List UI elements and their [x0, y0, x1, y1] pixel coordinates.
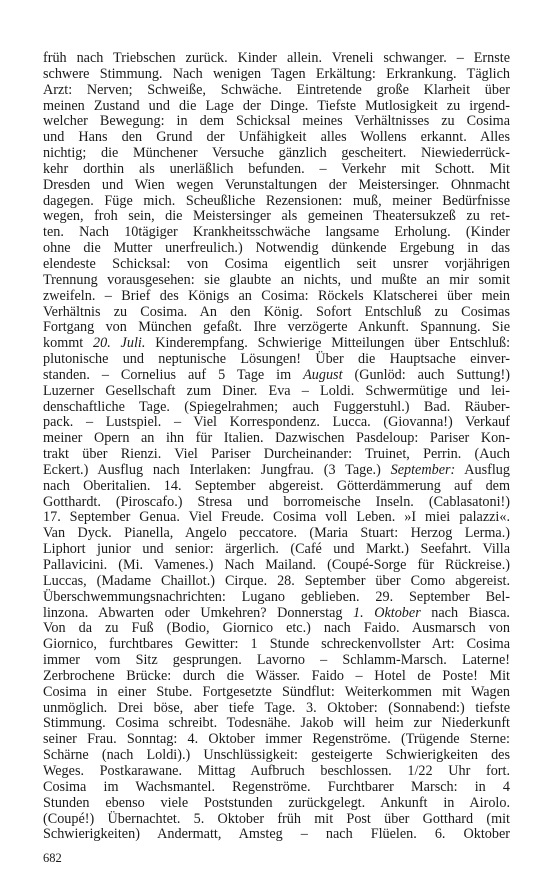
- text-segment: Stimmung. Cosima schreibt. Todesnähe. Jakob will heim zur Niederkunft: [43, 715, 510, 732]
- text-line: [43, 558, 510, 574]
- text-segment: Trennung vorausgesehen: sie glaubte an nichts, und mußte an mir somit: [43, 271, 510, 288]
- text-line: [43, 178, 510, 194]
- text-line: [43, 812, 510, 828]
- text-line: [43, 400, 510, 416]
- text-line: [43, 621, 510, 637]
- text-line: [43, 526, 510, 542]
- text-line: [43, 463, 510, 479]
- text-segment: Luccas, (Madame Chaillot.) Cirque. 28. September über Como abgereist.: [43, 572, 510, 589]
- text-line: [43, 764, 510, 780]
- italic-text: 20. Juli.: [93, 335, 146, 352]
- text-segment: elendeste Schicksal: von Cosima eigentlich seit unsrer vorjährigen: [43, 255, 510, 272]
- text-line: [43, 336, 510, 352]
- text-line: [43, 669, 510, 685]
- text-segment: Schärne (nach Loldi).) Unschlüssigkeit: gesteigerte Schwierigkeiten des: [43, 747, 510, 764]
- text-segment: ohne die Mutter unerfreulich.) Notwendig dünkende Ergebung in das: [43, 240, 510, 257]
- text-segment: ten. Nach 10tägiger Krankheitsschwäche langsame Erholung. (Kinder: [43, 224, 510, 241]
- text-line: [43, 305, 510, 321]
- text-segment: Luzerner Gesellschaft zum Diner. Eva – Loldi. Schwermütige und lei-: [43, 382, 510, 399]
- text-segment: Cosima in einer Stube. Fortgesetzte Sündflut: Weiterkommen mit Wagen: [43, 683, 510, 700]
- text-line: [43, 130, 510, 146]
- text-segment: und Hans den Grund der Unfähigkeit alles Wollens erkannt. Alles: [43, 129, 510, 146]
- text-line: [43, 716, 510, 732]
- text-segment: seiner Frau. Sonntag: 4. Oktober immer Regenströme. (Trügende Sterne:: [43, 731, 510, 748]
- text-line: [43, 447, 510, 463]
- text-segment: unmöglich. Drei böse, aber tiefe Tage. 3. Oktober: (Sonnabend:) tiefste: [43, 699, 510, 716]
- text-segment: plutonische und neptunische Lösungen! Über die Hauptsache einver-: [43, 351, 510, 368]
- italic-text: September:: [390, 461, 456, 478]
- text-segment: pack. – Lustspiel. – Viel Korrespondenz. Lucca. (Giovanna!) Verkauf: [43, 414, 510, 431]
- text-segment: trakt über Rienzi. Viel Pariser Durcheinander: Truinet, Perrin. (Auch: [43, 446, 510, 463]
- text-line: [43, 748, 510, 764]
- text-segment: Schwierigkeiten) Andermatt, Amsteg – nach Flüelen. 6. Oktober: [43, 826, 510, 843]
- text-segment: 17. September Genua. Viel Freude. Cosima voll Leben. »I miei palazzi«.: [43, 509, 510, 526]
- text-segment: nichtig; die Münchener Versuche gänzlich gescheitert. Niewiederrück-: [43, 145, 510, 162]
- text-segment: Van Dyck. Pianella, Angelo peccatore. (Maria Stuart: Herzog Lerma.): [43, 525, 510, 542]
- text-segment: nach Biasca.: [420, 604, 510, 621]
- text-line: [43, 114, 510, 130]
- text-line: [43, 83, 510, 99]
- text-segment: Fortgang von München gefaßt. Ihre verzögerte Ankunft. Spannung. Sie: [43, 319, 510, 336]
- italic-text: 1. Oktober: [353, 604, 421, 621]
- text-line: [43, 289, 510, 305]
- text-line: [43, 653, 510, 669]
- text-line: [43, 542, 510, 558]
- text-line: [43, 796, 510, 812]
- text-segment: Dresden und Wien wegen Verunstaltungen der Meistersinger. Ohnmacht: [43, 176, 510, 193]
- text-line: [43, 320, 510, 336]
- text-segment: linzona. Abwarten oder Umkehren? Donnerstag: [43, 604, 354, 621]
- text-line: [43, 685, 510, 701]
- text-segment: kommt: [43, 335, 94, 352]
- text-line: [43, 209, 510, 225]
- text-line: [43, 495, 510, 511]
- text-line: [43, 637, 510, 653]
- text-segment: schwere Stimmung. Nach wenigen Tagen Erkältung: Erkrankung. Täglich: [43, 65, 510, 82]
- text-line: [43, 146, 510, 162]
- text-line: [43, 732, 510, 748]
- text-segment: denschaftliche Tage. (Spiegelrahmen; auch Fuggerstuhl.) Bad. Räuber-: [43, 398, 510, 415]
- text-segment: Cosima im Wachsmantel. Regenströme. Furchtbarer Marsch: in 4: [43, 778, 510, 795]
- text-segment: Eckert.) Ausflug nach Interlaken: Jungfrau. (3 Tage.): [43, 461, 391, 478]
- text-segment: Überschwemmungsnachrichten: Lugano geblieben. 29. September Bel-: [43, 588, 510, 605]
- text-line: [43, 241, 510, 257]
- text-line: [43, 368, 510, 384]
- text-segment: (Coupé!) Übernachtet. 5. Oktober früh mit Post über Gotthard (mit: [43, 810, 510, 827]
- text-segment: Zerbrochene Brücke: durch die Wässer. Faido – Hotel de Poste! Mit: [43, 667, 510, 684]
- body-text: [43, 51, 510, 843]
- text-segment: (Gunlöd: auch Suttung!): [342, 366, 510, 383]
- text-segment: Liphort junior und senior: ärgerlich. (Café und Markt.) Seefahrt. Villa: [43, 541, 510, 558]
- text-segment: wegen, froh sein, die Meistersinger als gemeinen Theatersukzeß zu ret-: [43, 208, 510, 225]
- text-line: [43, 384, 510, 400]
- text-line: [43, 273, 510, 289]
- text-line: [43, 701, 510, 717]
- text-line: [43, 51, 510, 67]
- text-segment: immer vom Sitz gesprungen. Lavorno – Schlamm-Marsch. Laterne!: [43, 652, 510, 669]
- text-segment: Giornico, furchtbares Gewitter: 1 Stunde schreckenvollster Art: Cosima: [43, 636, 510, 653]
- text-segment: Kinderempfang. Schwierige Mitteilungen über Entschluß:: [145, 335, 511, 352]
- text-line: [43, 194, 510, 210]
- text-segment: dagegen. Füge mich. Scheußliche Rezensionen: muß, meiner Bedürfnisse: [43, 192, 510, 209]
- text-line: [43, 431, 510, 447]
- text-segment: meiner Opern an ihn für Italien. Dazwischen Pasdeloup: Pariser Kon-: [43, 430, 510, 447]
- text-segment: Weges. Postkarawane. Mittag Aufbruch beschlossen. 1/22 Uhr fort.: [43, 762, 510, 779]
- text-line: [43, 510, 510, 526]
- text-line: [43, 827, 510, 843]
- text-segment: zweifeln. – Brief des Königs an Cosima: Röckels Klatscherei über mein: [43, 287, 510, 304]
- text-line: [43, 225, 510, 241]
- text-segment: Ausflug: [455, 461, 510, 478]
- text-segment: nach Oberitalien. 14. September abgereist. Götterdämmerung auf dem: [43, 477, 510, 494]
- text-line: [43, 67, 510, 83]
- text-line: [43, 606, 510, 622]
- text-segment: Stunden ebenso viele Poststunden zurückgelegt. Ankunft in Airolo.: [43, 794, 510, 811]
- text-segment: meinen Zustand und die Lage der Dinge. Tiefste Mutlosigkeit zu irgend-: [43, 97, 510, 114]
- text-line: [43, 415, 510, 431]
- text-line: [43, 590, 510, 606]
- italic-text: August: [303, 366, 343, 383]
- text-segment: Von da zu Fuß (Bodio, Giornico etc.) nach Faido. Ausmarsch von: [43, 620, 510, 637]
- text-line: [43, 352, 510, 368]
- text-line: [43, 257, 510, 273]
- text-segment: früh nach Triebschen zurück. Kinder allein. Vreneli schwanger. – Ernste: [43, 50, 510, 66]
- text-line: [43, 574, 510, 590]
- text-segment: standen. – Cornelius auf 5 Tage im: [43, 366, 304, 383]
- text-segment: welcher Bewegung: in dem Schicksal meines Verhältnisses zu Cosima: [43, 113, 510, 130]
- text-segment: Gotthardt. (Piroscafo.) Stresa und borromeische Inseln. (Cablasatoni!): [43, 493, 510, 510]
- text-line: [43, 780, 510, 796]
- text-line: [43, 479, 510, 495]
- page-number: 682: [43, 851, 62, 865]
- text-segment: Verhältnis zu Cosima. An den König. Sofort Entschluß zu Cosimas: [43, 303, 510, 320]
- text-segment: Arzt: Nerven; Schweiße, Schwäche. Eintretende große Klarheit über: [43, 81, 510, 98]
- text-segment: kehr dorthin als unerläßlich befunden. – Verkehr mit Schott. Mit: [43, 160, 510, 177]
- text-line: [43, 99, 510, 115]
- text-segment: Pallavicini. (Mi. Vamenes.) Nach Mailand. (Coupé-Sorge für Rückreise.): [43, 557, 510, 573]
- text-line: [43, 162, 510, 178]
